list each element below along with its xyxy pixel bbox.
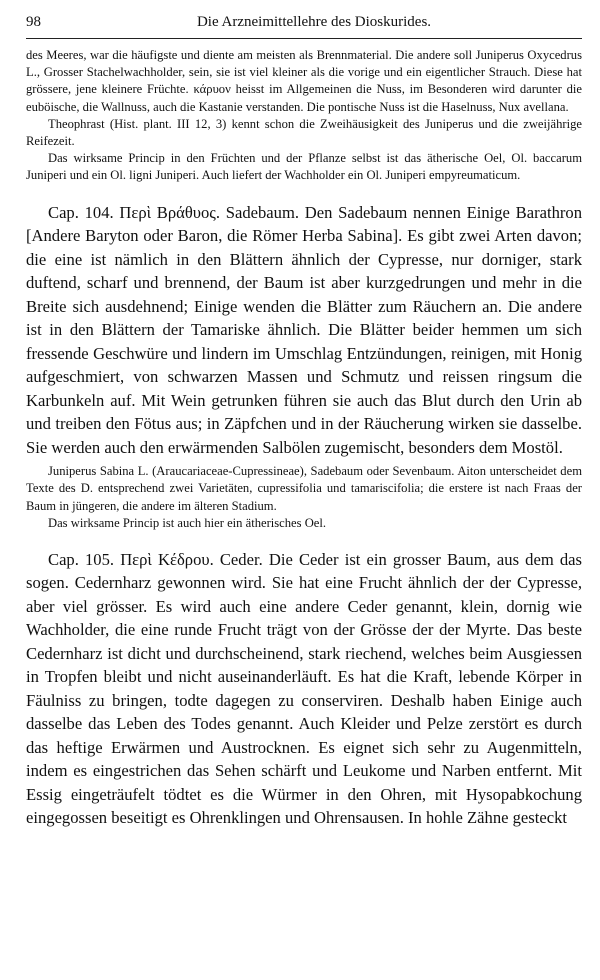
- running-header: [26, 14, 582, 36]
- commentary-paragraph: Das wirksame Princip ist auch hier ein ätherisches Oel.: [48, 515, 327, 530]
- commentary-paragraph: Theophrast (Hist. plant. III 12, 3) kennt schon die Zweihäusigkeit des Juniperus und die zweijährige Reifezeit.: [26, 116, 582, 149]
- page-number: 98: [26, 14, 41, 30]
- chapter-text: Cap. 105. Περὶ Κέδρου. Ceder. Die Ceder ist ein grosser Baum, aus dem das sogen. Cedernharz gewonnen wird. Sie hat eine Frucht ähnlich der der Cypresse, aber viel grösser. Es wird auch eine andere Ceder genannt, klein, dornig wie Wachholder, die eine runde Frucht trägt von der Grösse der der Myrte. Das beste Cedernharz ist dicht und durchscheinend, stark riechend, welches beim Ausgiessen in Tropfen bleibt und nicht auseinanderläuft. Es hat die Kraft, lebende Körper in Fäulniss zu bringen, todte dagegen zu conserviren. Deshalb haben Einige auch dasselbe das Leben des Todes genannt. Auch Kleider und Pelze zerstört es durch das heftige Erwärmen und Austrocknen. Es eignet sich sehr zu Augenmitteln, indem es eingestrichen das Sehen schärft und Leukome und Narben entfernt. Mit Essig eingeträufelt tödtet es die Würmer in den Ohren, mit Hysopabkochung eingegossen beseitigt es Ohrenklingen und Ohrensausen. In hohle Zähne gesteckt: [26, 549, 582, 828]
- commentary-paragraph: Das wirksame Princip in den Früchten und der Pflanze selbst ist das ätherische Oel, Ol. baccarum Juniperi und ein Ol. ligni Juniperi. Auch liefert der Wachholder ein Ol. Juniperi empyreumaticum.: [26, 151, 582, 183]
- chapter-104: [26, 201, 582, 460]
- commentary-paragraph: des Meeres, war die häufigste und diente am meisten als Brennmaterial. Die andere soll Juniperus Oxycedrus L., Grosser Stachelwachholder, sein, sie ist viel kleiner als die vorige und ein eigentlicher Strauch. Diese hat grössere, jene kleinere Früchte. κάρυον heisst im Allgemeinen die Nuss, im Besonderen wird darunter die euböische, die Wallnuss, auch die Kastanie verstanden. Die pontische Nuss ist die Haselnuss, Nux avellana.: [26, 48, 582, 114]
- commentary-paragraph: Juniperus Sabina L. (Araucariaceae-Cupressineae), Sadebaum oder Sevenbaum. Aiton unterscheidet dem Texte des D. entsprechend zwei Varietäten, cupressifolia und tamariscifolia; die erstere ist nach Fraas der Baum in jüngeren, die andere im älteren Stadium.: [26, 464, 582, 513]
- running-title: Die Arzneimittellehre des Dioskurides.: [196, 14, 432, 30]
- header-rule: [26, 38, 582, 39]
- chapter-105: [26, 548, 582, 830]
- chapter-text: Cap. 104. Περὶ Βράθυος. Sadebaum. Den Sadebaum nennen Einige Barathron [Andere Baryton oder Baron, die Römer Herba Sabina]. Es gibt zwei Arten davon; die eine ist nämlich in den Blättern ähnlich der Cypresse, nur dorniger, stark duftend, scharf und brennend, der Baum ist aber kurzgedrungen und mehr in die Breite sich ausdehnend; Einige wenden die Blätter zum Räuchern an. Die andere ist in den Blättern der Tamariske ähnlich. Die Blätter beider hemmen um sich fressende Geschwüre und lindern im Umschlag Entzündungen, reinigen, mit Honig aufgeschmiert, von schwarzen Massen und Schmutz und reissen ringsum die Karbunkeln auf. Mit Wein getrunken führen sie auch das Blut durch den Urin ab und treiben den Fötus aus; in Zäpfchen und in der Räucherung wirken sie dasselbe. Sie werden auch den erwärmenden Salbölen zugemischt, besonders dem Mostöl.: [26, 202, 582, 457]
- commentary-103: [26, 47, 582, 185]
- commentary-104: [26, 463, 582, 532]
